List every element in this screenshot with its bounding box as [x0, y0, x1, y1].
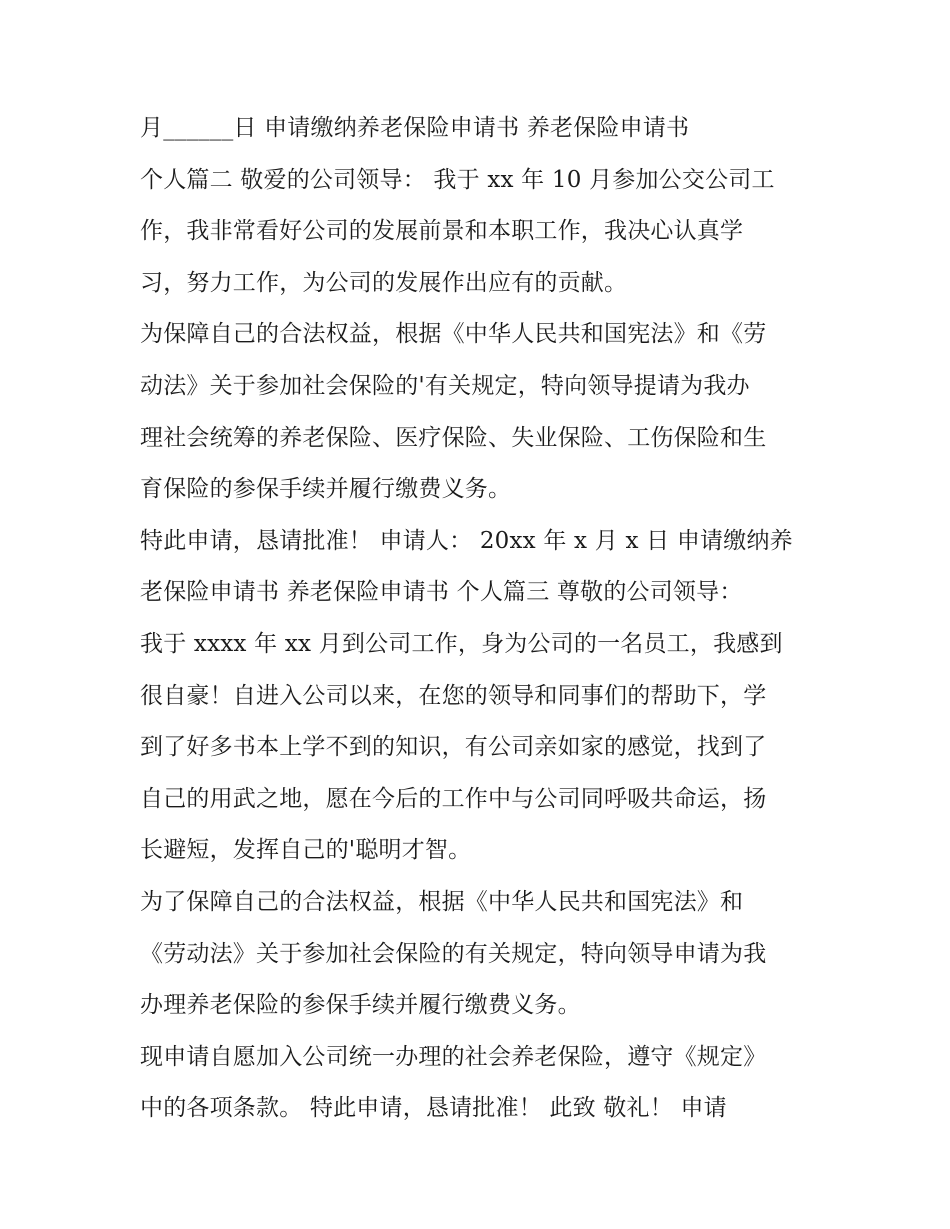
text-line: 到了好多书本上学不到的知识，有公司亲如家的感觉，找到了	[140, 734, 767, 761]
text-line: 理社会统筹的养老保险、医疗保险、失业保险、工伤保险和生	[140, 424, 767, 451]
text-line: 老保险申请书 养老保险申请书 个人篇三 尊敬的公司领导：	[140, 579, 743, 606]
text-line: 为保障自己的合法权益，根据《中华人民共和国宪法》和《劳	[140, 321, 767, 348]
document-body	[140, 103, 820, 1135]
text-line: 长避短，发挥自己的'聪明才智。	[140, 837, 472, 864]
text-line: 习，努力工作，为公司的发展作出应有的贡献。	[140, 269, 628, 296]
text-line: 动法》关于参加社会保险的'有关规定，特向领导提请为我办	[140, 372, 750, 399]
text-line: 我于 xxxx 年 xx 月到公司工作，身为公司的一名员工，我感到	[140, 630, 783, 657]
text-line: 月______日 申请缴纳养老保险申请书 养老保险申请书	[140, 115, 690, 141]
text-line: 自己的用武之地，愿在今后的工作中与公司同呼吸共命运，扬	[140, 785, 767, 812]
text-line: 现申请自愿加入公司统一办理的社会养老保险，遵守《规定》	[140, 1043, 767, 1070]
text-line: 中的各项条款。 特此申请，恳请批准！ 此致 敬礼！ 申请	[140, 1095, 727, 1122]
text-line: 育保险的参保手续并履行缴费义务。	[140, 476, 512, 503]
text-line: 办理养老保险的参保手续并履行缴费义务。	[140, 992, 581, 1019]
text-line: 特此申请，恳请批准！ 申请人： 20xx 年 x 月 x 日 申请缴纳养	[140, 527, 793, 554]
text-line: 《劳动法》关于参加社会保险的有关规定，特向领导申请为我	[140, 940, 767, 967]
text-line: 为了保障自己的合法权益，根据《中华人民共和国宪法》和	[140, 888, 744, 915]
text-line: 很自豪！自进入公司以来，在您的领导和同事们的帮助下，学	[140, 682, 767, 709]
text-line: 个人篇二 敬爱的公司领导： 我于 xx 年 10 月参加公交公司工	[140, 166, 775, 193]
text-line: 作，我非常看好公司的发展前景和本职工作，我决心认真学	[140, 218, 744, 245]
